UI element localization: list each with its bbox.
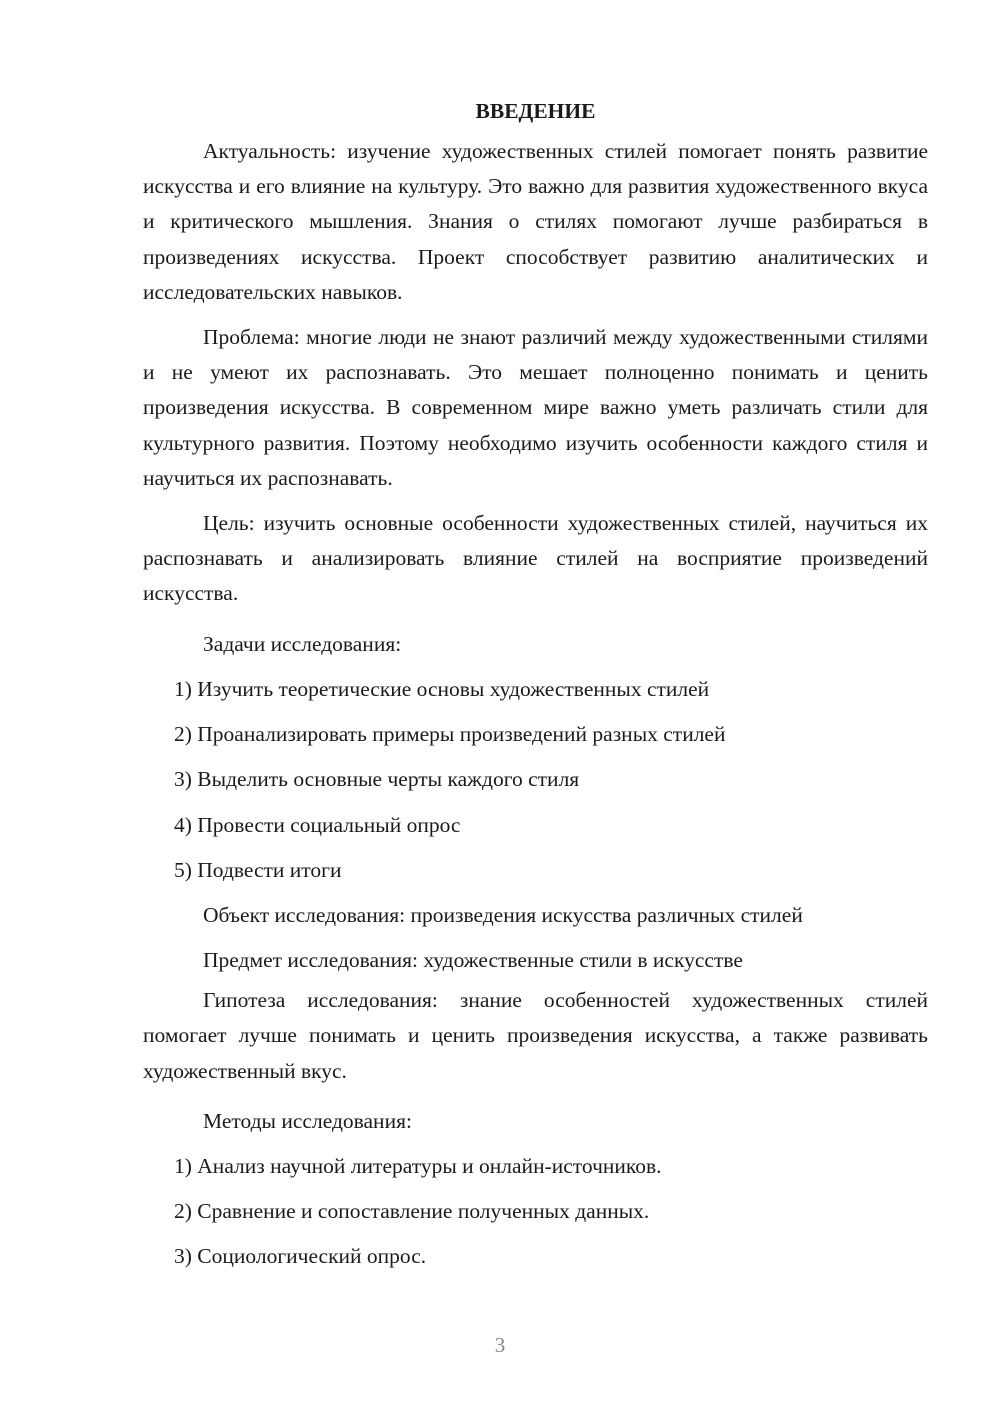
page-number: 3 [494,1333,506,1357]
tasks-list [143,667,928,893]
hypothesis-paragraph: Гипотеза исследования: знание особенностей художественных стилей помогает лучше понимать и ценить произведения искусства, а также развивать художественный вкус. [143,988,928,1083]
goal-paragraph: Цель: изучить основные особенности художественных стилей, научиться их распознавать и анализировать влияние стилей на восприятие произведений искусства. [143,511,928,606]
methods-heading: Методы исследования: [203,1108,412,1133]
list-item: 1) Изучить теоретические основы художественных стилей [174,676,710,701]
document-page [143,96,928,1280]
object-line: Объект исследования: произведения искусства различных стилей [203,903,803,928]
list-item: 4) Провести социальный опрос [174,812,461,837]
list-item: 3) Выделить основные черты каждого стиля [174,767,580,792]
list-item: 1) Анализ научной литературы и онлайн-источников. [174,1153,662,1178]
methods-list [143,1144,928,1280]
section-title: ВВЕДЕНИЕ [475,99,596,123]
subject-line: Предмет исследования: художественные стили в искусстве [203,948,743,973]
list-item: 2) Сравнение и сопоставление полученных данных. [174,1199,650,1224]
problem-paragraph: Проблема: многие люди не знают различий между художественными стилями и не умеют их распознавать. Это мешает полноценно понимать и ценить произведения искусства. В современном мире важно уметь различать стили для культурного развития. Поэтому необходимо изучить особенности каждого стиля и научиться их распознавать. [143,325,928,490]
relevance-paragraph: Актуальность: изучение художественных стилей помогает понять развитие искусства и его влияние на культуру. Это важно для развития художественного вкуса и критического мышления. Знания о стилях помогают лучше разбираться в произведениях искусства. Проект способствует развитию аналитических и исследовательских навыков. [143,139,928,304]
tasks-heading: Задачи исследования: [203,631,402,656]
list-item: 5) Подвести итоги [174,857,342,882]
list-item: 2) Проанализировать примеры произведений разных стилей [174,721,726,746]
list-item: 3) Социологический опрос. [174,1244,427,1269]
